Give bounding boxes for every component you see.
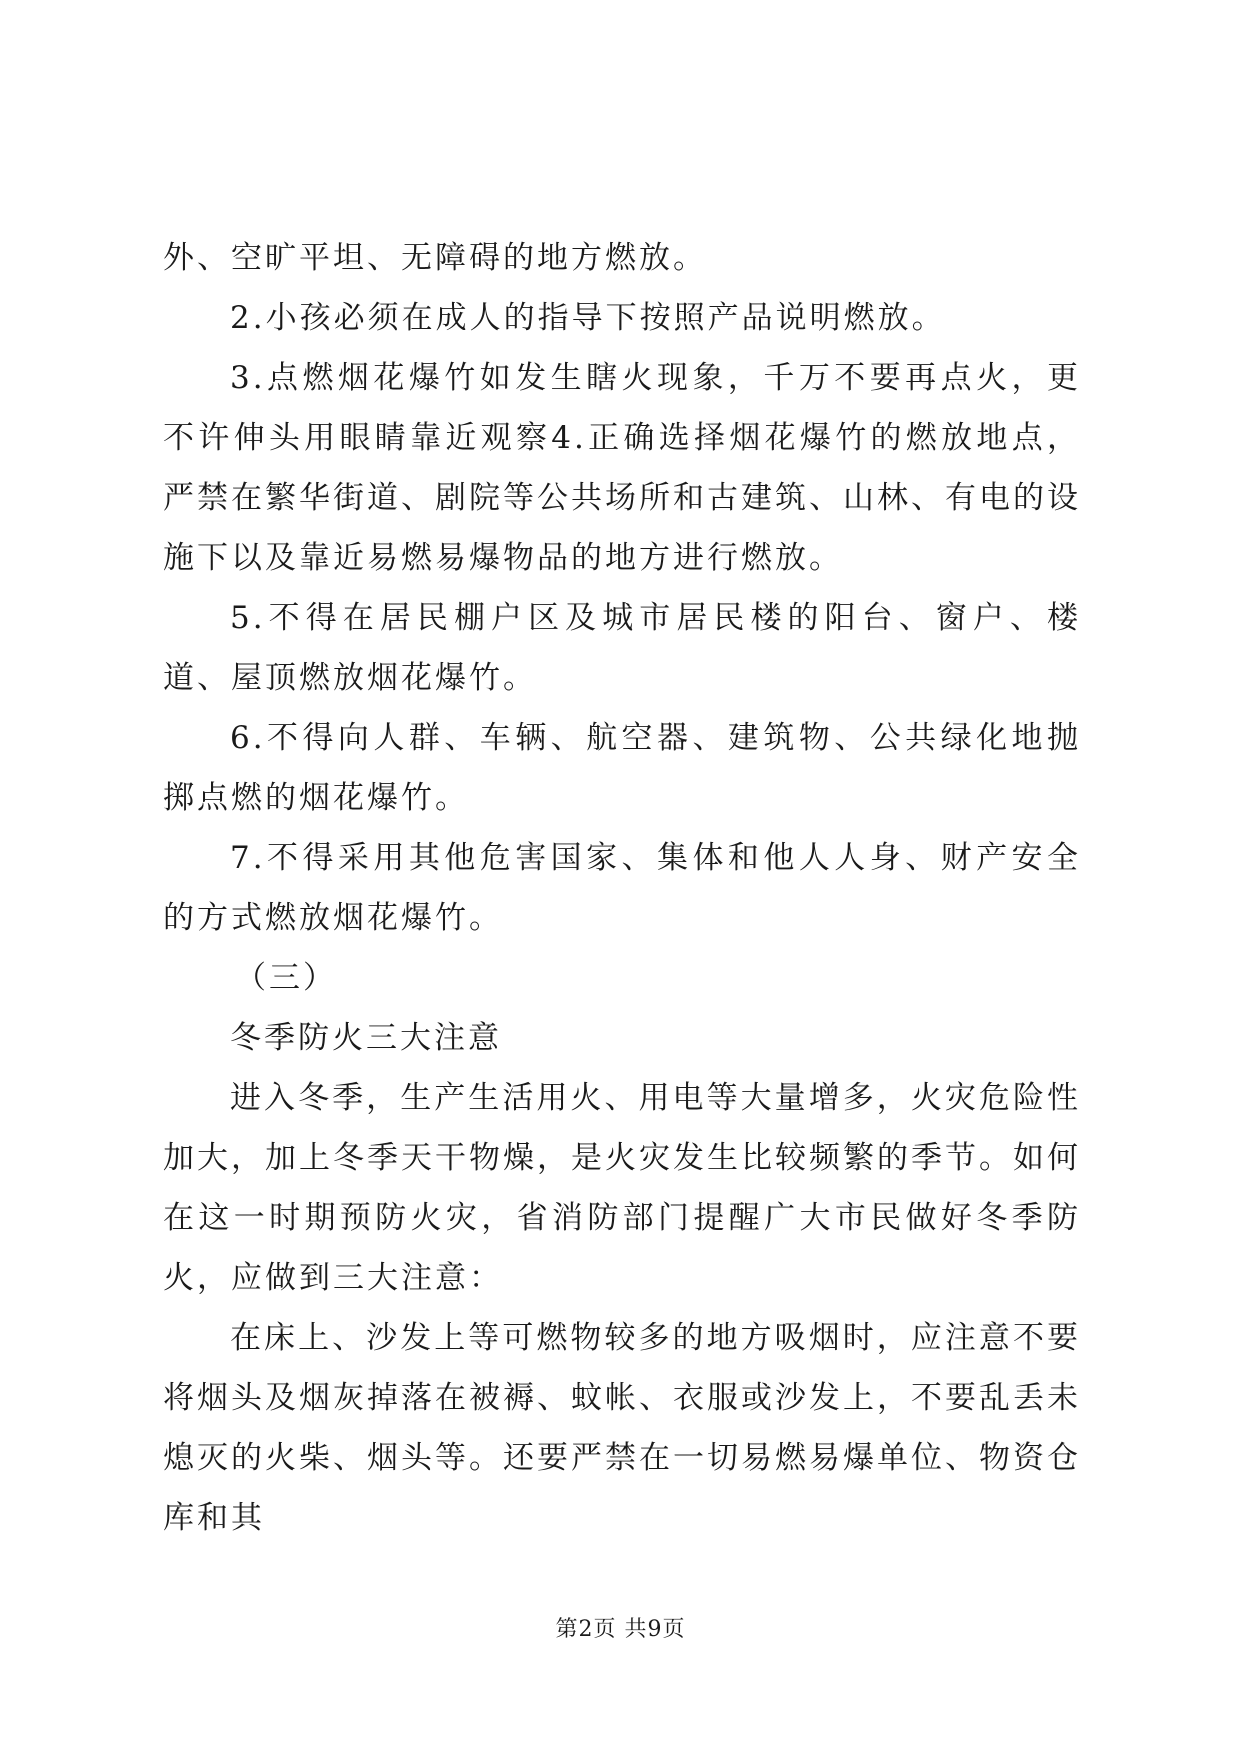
page-number-footer: 第2页 共9页 [555,1617,686,1642]
paragraph-continuation: 外、空旷平坦、无障碍的地方燃放。 [163,240,707,276]
document-body [163,228,1081,1548]
paragraph-item-2: 2.小孩必须在成人的指导下按照产品说明燃放。 [230,300,946,336]
paragraph-smoking: 在床上、沙发上等可燃物较多的地方吸烟时，应注意不要将烟头及烟灰掉落在被褥、蚊帐、衣服或沙发上，不要乱丢未熄灭的火柴、烟头等。还要严禁在一切易燃易爆单位、物资仓库和其 [163,1320,1081,1536]
paragraph-item-5: 5.不得在居民棚户区及城市居民楼的阳台、窗户、楼道、屋顶燃放烟花爆竹。 [163,600,1081,696]
section-title: 冬季防火三大注意 [230,1020,502,1056]
section-number: （三） [235,960,337,996]
paragraph-item-3-4: 3.点燃烟花爆竹如发生瞎火现象，千万不要再点火，更不许伸头用眼睛靠近观察4.正确选择烟花爆竹的燃放地点，严禁在繁华街道、剧院等公共场所和古建筑、山林、有电的设施下以及靠近易燃易爆物品的地方进行燃放。 [163,360,1081,576]
paragraph-item-6: 6.不得向人群、车辆、航空器、建筑物、公共绿化地抛掷点燃的烟花爆竹。 [163,720,1081,816]
paragraph-item-7: 7.不得采用其他危害国家、集体和他人人身、财产安全的方式燃放烟花爆竹。 [163,840,1081,936]
paragraph-intro: 进入冬季，生产生活用火、用电等大量增多，火灾危险性加大，加上冬季天干物燥，是火灾发生比较频繁的季节。如何在这一时期预防火灾，省消防部门提醒广大市民做好冬季防火，应做到三大注意： [163,1080,1081,1296]
